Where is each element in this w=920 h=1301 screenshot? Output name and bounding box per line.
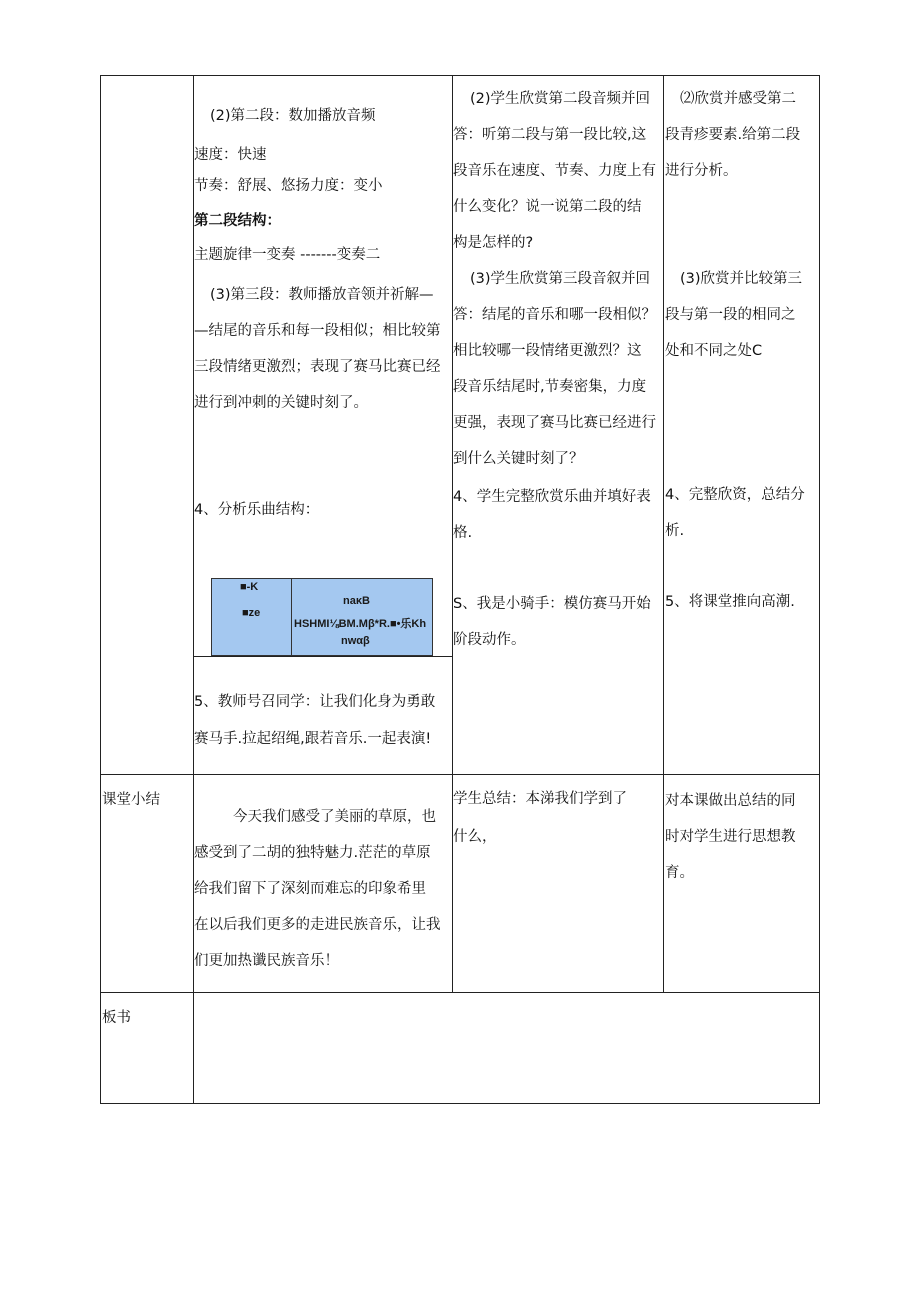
- teacher-line: 4、分析乐曲结构：: [194, 502, 320, 518]
- student-line: 段音乐在速度、节奏、力度上有: [453, 163, 656, 179]
- teacher-summary-line: 在以后我们更多的走进民族音乐，让我: [194, 917, 441, 933]
- table-bottom-border: [100, 1103, 820, 1104]
- student-line: (3)学生欣赏第三段音叙并回: [470, 271, 651, 287]
- intent-line: 段与第一段的相同之: [665, 307, 796, 323]
- teacher-line: 三段情绪更激烈；表现了赛马比赛已经: [194, 359, 441, 375]
- teacher-line: (2)第二段：数加播放音频: [210, 108, 376, 124]
- intent-line: 5、将课堂推向高潮.: [665, 594, 795, 610]
- intent-line: 4、完整欣资，总结分: [665, 487, 805, 503]
- summary-row-label: 课堂小结: [102, 792, 160, 808]
- student-line: 构是怎样的?: [453, 235, 534, 251]
- table-top-border: [100, 75, 820, 76]
- student-summary-line: 学生总结：本涕我们学到了: [453, 791, 627, 807]
- teacher-line: 5、教师号召同学：让我们化身为勇敢: [194, 694, 436, 710]
- board-row-label: 板书: [102, 1010, 131, 1026]
- student-line: 答：听第二段与第一段比较,这: [453, 127, 647, 143]
- teacher-line: 速度：快速: [194, 147, 267, 163]
- teacher-line: 节奏：舒展、悠扬力度：变小: [194, 178, 383, 194]
- student-summary-line: 什么，: [453, 829, 497, 845]
- structure-cell-left-top: ■-K: [240, 581, 259, 593]
- teacher-cell-inner-divider: [193, 656, 452, 657]
- teacher-line: 赛马手.拉起绍绳,跟若音乐.一起表演!: [194, 731, 432, 747]
- teacher-summary-line: 感受到了二胡的独特魅力.茫茫的草原: [194, 845, 431, 861]
- intent-line: ⑵欣赏并感受第二: [680, 91, 796, 107]
- structure-cell-right-1: naκB: [343, 595, 370, 607]
- teacher-line: (3)第三段：教师播放音领并祈解—: [210, 287, 434, 303]
- intent-line: 处和不同之处C: [665, 343, 763, 359]
- student-line: 答：结尾的音乐和哪一段相似？: [453, 307, 656, 323]
- teacher-line: 第二段结构：: [194, 213, 281, 229]
- student-line: 更强，表现了赛马比赛已经进行: [453, 415, 656, 431]
- intent-summary-line: 育。: [665, 865, 694, 881]
- structure-cell-right-3: nwαβ: [341, 635, 370, 647]
- col-divider-3: [663, 75, 664, 993]
- teacher-summary-line: 给我们留下了深刻而难忘的印象希里: [194, 881, 426, 897]
- music-structure-table: [211, 578, 433, 656]
- student-line: 什么变化？说一说第二段的结: [453, 199, 642, 215]
- intent-summary-line: 对本课做出总结的同: [665, 793, 796, 809]
- table-right-border: [819, 75, 820, 1104]
- student-line: 阶段动作。: [453, 632, 526, 648]
- teacher-line: 进行到冲刺的关键时刻了。: [194, 395, 368, 411]
- teacher-summary-line: 今天我们感受了美丽的草原，也: [233, 809, 436, 825]
- student-line: 段音乐结尾时,节奏密集，力度: [453, 379, 647, 395]
- intent-line: (3)欣赏并比较第三: [680, 271, 803, 287]
- teacher-line: 主题旋律一变奏 -------变奏二: [194, 247, 381, 263]
- intent-line: 进行分析。: [665, 163, 738, 179]
- intent-line: 段青疹要素.给第二段: [665, 127, 801, 143]
- table-left-border: [100, 75, 101, 1104]
- intent-line: 析.: [665, 523, 685, 539]
- structure-cell-right-2: HSHMI⅛BM.Mβ*R.■•乐Kh: [294, 618, 427, 630]
- teacher-line: —结尾的音乐和每一段相似；相比较第: [194, 323, 441, 339]
- student-line: 格.: [453, 525, 473, 541]
- intent-summary-line: 时对学生进行思想教: [665, 829, 796, 845]
- row-divider-summary: [100, 774, 820, 775]
- student-line: S、我是小骑手：模仿赛马开始: [453, 596, 651, 612]
- teacher-summary-line: 们更加热谶民族音乐！: [194, 953, 339, 969]
- student-line: (2)学生欣赏第二段音频并回: [470, 91, 651, 107]
- student-line: 4、学生完整欣赏乐曲并填好表: [453, 489, 651, 505]
- structure-cell-left-bottom: ■ze: [242, 607, 261, 619]
- student-line: 到什么关键时刻了？: [453, 451, 584, 467]
- structure-table-divider: [291, 579, 292, 655]
- student-line: 相比较哪一段情绪更激烈？这: [453, 343, 642, 359]
- row-divider-board: [100, 992, 820, 993]
